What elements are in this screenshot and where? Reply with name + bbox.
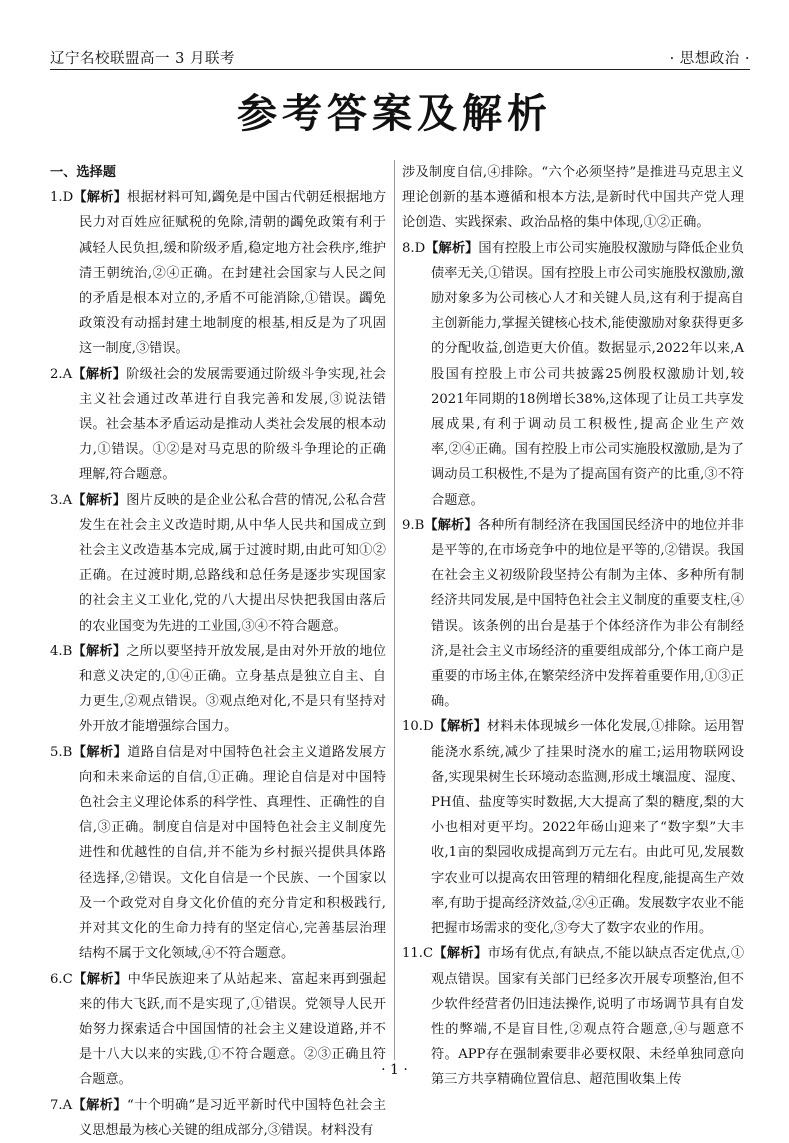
analysis-tag: 【解析】 [424,517,478,533]
header-rule [50,69,750,70]
section-heading: 一、选择题 [50,165,116,180]
answer-text: 材料未体现城乡一体化发展,①排除。运用智能浇水系统,减少了挂果时浇水的雇工;运用物联网设备,实现果树生长环境动态监测,形成土壤温度、湿度、PH值、盐度等实时数据,大大提高了梨的糖度,梨的大小也相对更平均。2022年砀山迎来了“数字梨”大丰收,1亩的梨园收成提高到万元左右。由此可见,发展数字农业可以提高农田管理的精细化程度,能提高生产效率,有助于提高经济效益,②④正确。发展数字农业不能把握市场需求的变化,③夸大了数字农业的作用。 [431,719,745,937]
answer-text: 中华民族迎来了从站起来、富起来再到强起来的伟大飞跃,而不是实现了,①错误。党领导人民开始努力探索适合中国国情的社会主义建设道路,并不是十八大以来的实践,①不符合题意。②③正确且符合题意。 [79,971,387,1088]
continued-text: 涉及制度自信,④排除。“六个必须坚持”是推进马克思主义理论创新的基本遵循和根本方法,是新时代中国共产党人理论创造、实践探索、政治品格的集中体现,①②正确。 [402,165,744,231]
analysis-tag: 【解析】 [72,1097,128,1113]
answer-item [402,714,744,941]
answer-item [402,236,744,513]
analysis-tag: 【解析】 [72,366,127,382]
answer-number: 1.D [50,190,74,206]
answer-text: 阶级社会的发展需要通过阶级斗争实现,社会主义社会通过改革进行自我完善和发展,③说法错误。社会基本矛盾运动是推动人类社会发展的根本动力,①错误。①②是对马克思的阶级斗争理论的正确理解,符合题意。 [79,366,386,483]
analysis-tag: 【解析】 [425,240,479,256]
page-number: · 1 · [381,1062,408,1078]
answer-text: “十个明确”是习近平新时代中国特色社会主义思想最为核心关键的组成部分,③错误。材料没有 [79,1097,387,1138]
analysis-tag: 【解析】 [72,492,127,508]
answer-item [402,513,744,715]
left-column [50,160,386,1143]
answer-item [50,185,386,361]
answer-text: 图片反映的是企业公私合营的情况,公私合营发生在社会主义改造时期,从中华人民共和国成立到社会主义改造基本完成,属于过渡时期,由此可知①②正确。在过渡时期,总路线和总任务是逐步实现国家的社会主义工业化,党的八大提出尽快把我国由落后的农业国变为先进的工业国,③④不符合题意。 [79,492,386,634]
answer-item [50,740,386,967]
page-title: 参考答案及解析 [237,91,552,137]
answer-number: 8.D [402,240,426,256]
answer-number: 9.B [402,517,425,533]
answer-text: 根据材料可知,蠲免是中国古代朝廷根据地方民力对百姓应征赋税的免除,清朝的蠲免政策有利于减轻人民负担,缓和阶级矛盾,稳定地方社会秩序,维护清王朝统治,②④正确。在封建社会国家与人民之间的矛盾是根本对立的,矛盾不可能消除,①错误。蠲免政策没有动摇封建土地制度的根基,相反是为了巩固这一制度,③错误。 [79,190,387,357]
analysis-tag: 【解析】 [72,744,128,760]
answer-text: 各种所有制经济在我国国民经济中的地位并非是平等的,在市场竞争中的地位是平等的,②错误。我国在社会主义初级阶段坚持公有制为主体、多种所有制经济共同发展,是中国特色社会主义制度的重要支柱,④错误。该条例的出台是基于个体经济作为非公有制经济,是社会主义市场经济的重要组成部分,个体工商户是重要的市场主体,在繁荣经济中发挥着重要作用,①③正确。 [431,517,744,710]
answer-number: 6.C [50,971,73,987]
answer-number: 11.C [402,946,434,962]
analysis-tag: 【解析】 [433,719,487,735]
answer-number: 5.B [50,744,73,760]
answer-number: 7.A [50,1097,73,1113]
answer-number: 4.B [50,643,73,659]
analysis-tag: 【解析】 [73,190,128,206]
answer-item [50,488,386,639]
analysis-tag: 【解析】 [72,643,127,659]
column-divider [394,160,395,1060]
header-subject: · 思想政治 · [669,51,750,67]
page-header [50,44,750,68]
answer-number: 2.A [50,366,73,382]
right-column [402,160,744,1093]
header-exam-name: 辽宁名校联盟高一 3 月联考 [50,51,235,67]
answer-number: 10.D [402,719,434,735]
answer-text: 国有控股上市公司实施股权激励与降低企业负债率无关,①错误。国有控股上市公司实施股权激励,激励对象多为公司核心人才和关键人员,这有利于提高自主创新能力,掌握关键核心技术,能使激励对象获得更多的分配收益,创造更大价值。数据显示,2022年以来,A股国有控股上市公司共披露25例股权激励计划,较2021年同期的18例增长38%,这体现了让员工共享发展成果,有利于调动员工积极性,提高企业生产效率,②④正确。国有控股上市公司实施股权激励,是为了调动员工积极性,不是为了提高国有资产的比重,③不符合题意。 [431,240,745,508]
answer-item [50,362,386,488]
answer-text: 市场有优点,有缺点,不能以缺点否定优点,①观点错误。国家有关部门已经多次开展专项整治,但不少软件经营者仍旧违法操作,说明了市场调节具有自发性的弊端,不是盲目性,②观点符合题意,④与题意不符。APP存在强制索要非必要权限、未经单独同意向第三方共享精确位置信息、超范围收集上传 [431,946,745,1088]
analysis-tag: 【解析】 [72,971,128,987]
answer-text: 道路自信是对中国特色社会主义道路发展方向和未来命运的自信,①正确。理论自信是对中国特色社会主义理论体系的科学性、真理性、正确性的自信,③正确。制度自信是对中国特色社会主义制度先进性和优越性的自信,并不能为乡村振兴提供具体路径选择,②错误。文化自信是一个民族、一个国家以及一个政党对自身文化价值的充分肯定和积极践行,并对其文化的生命力持有的坚定信心,完善基层治理结构不属于文化领域,④不符合题意。 [79,744,387,962]
answer-item [50,639,386,740]
answer-item [50,1093,386,1143]
answer-text: 之所以要坚持开放发展,是由对外开放的地位和意义决定的,①④正确。立身基点是独立自主、自力更生,②观点错误。③观点绝对化,不是只有坚持对外开放才能增强综合国力。 [79,643,386,735]
analysis-tag: 【解析】 [433,946,488,962]
answer-number: 3.A [50,492,73,508]
